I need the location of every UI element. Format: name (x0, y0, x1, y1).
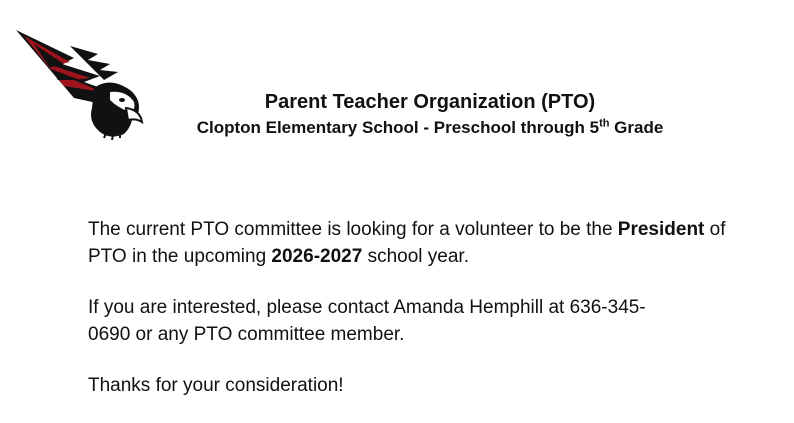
subtitle-main: Clopton Elementary School - Preschool through 5 (196, 118, 600, 137)
volunteer-text-a: The current PTO committee is looking for a volunteer to be the (88, 219, 618, 240)
school-year-bold: 2026-2027 (271, 246, 363, 267)
eagle-icon (14, 28, 144, 140)
page-title: Parent Teacher Organization (PTO) (264, 91, 596, 113)
thanks-paragraph: Thanks for your consideration! (88, 375, 344, 396)
contact-line-1: If you are interested, please contact Amanda Hemphill at 636-345- (88, 297, 646, 318)
header (140, 88, 720, 140)
volunteer-text-b: of PTO in the upcoming (88, 219, 726, 267)
announcement-body (88, 216, 728, 399)
president-bold: President (617, 219, 705, 240)
school-subtitle (140, 116, 720, 140)
eagle-logo (14, 28, 144, 140)
subtitle-superscript: th (599, 117, 610, 130)
subtitle-end: Grade (609, 118, 664, 137)
volunteer-paragraph (88, 216, 728, 270)
contact-line-2: 0690 or any PTO committee member. (88, 324, 405, 345)
contact-paragraph (88, 294, 728, 348)
volunteer-text-c: school year. (362, 246, 469, 267)
